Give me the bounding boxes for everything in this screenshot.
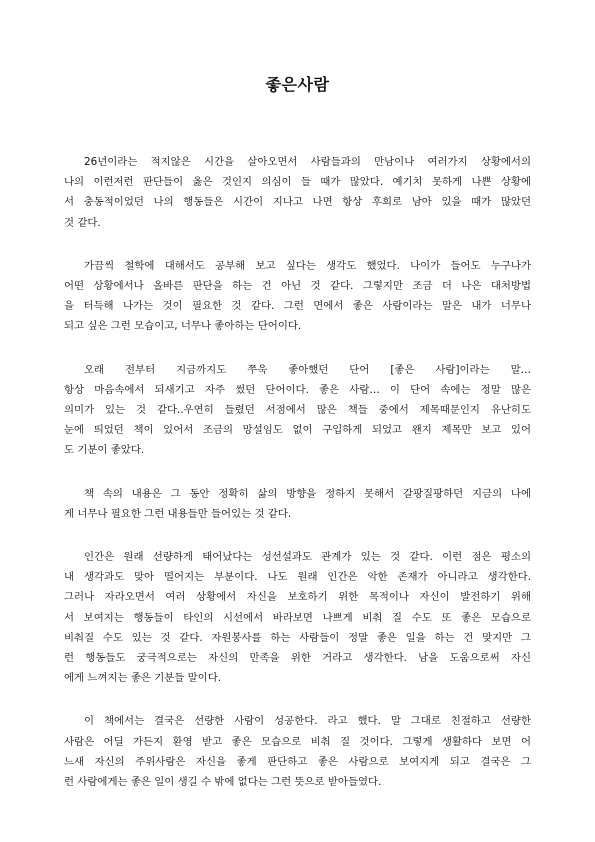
paragraph bbox=[64, 360, 531, 461]
paragraph-line: 오래 전부터 지금까지도 쭈욱 좋아했던 단어 [좋은 사람]이라는 말… bbox=[84, 363, 531, 376]
paragraph-line: 비춰질 수도 있는 것 같다. 자원봉사를 하는 사람들이 정말 좋은 일을 하는 건 맞지만 그 bbox=[64, 631, 531, 644]
paragraph-line: 에게 느껴지는 좋은 기분들 말이다. bbox=[64, 672, 222, 685]
paragraph-line: 을 터득해 나가는 것이 필요한 것 같다. 그런 면에서 좋은 사람이라는 말은 내가 너무나 bbox=[64, 300, 531, 313]
paragraph bbox=[64, 152, 531, 233]
paragraph bbox=[64, 484, 531, 524]
paragraph bbox=[64, 711, 531, 792]
paragraph-line: 그러나 자라오면서 여러 상황에서 자신을 보호하기 위한 목적이나 자신이 발전하기 위해 bbox=[64, 591, 531, 604]
paragraph-line: 서 충동적이었던 나의 행동들은 시간이 지나고 나면 항상 후회로 남아 있을 때가 많았던 bbox=[64, 196, 531, 209]
paragraph bbox=[64, 256, 531, 337]
paragraph-line: 인간은 원래 선량하게 태어났다는 성선설과도 관계가 있는 것 같다. 이런 점은 평소의 bbox=[84, 551, 531, 564]
paragraph-line: 눈에 띄었던 책이 있어서 조금의 망설임도 없이 구입하게 되었고 왠지 제목만 보고 있어 bbox=[64, 424, 531, 437]
paragraph-line: 이 책에서는 결국은 선량한 사람이 성공한다. 라고 했다. 말 그대로 친절하고 선량한 bbox=[84, 715, 531, 728]
paragraph-line: 도 기분이 좋았다. bbox=[64, 444, 145, 457]
document-title: 좋은사람 bbox=[265, 75, 330, 94]
paragraph-line: 런 행동들도 궁극적으로는 자신의 만족을 위한 거라고 생각한다. 남을 도움으로써 자신 bbox=[64, 652, 531, 665]
paragraph-line: 내 생각과도 맞아 떨어지는 부분이다. 나도 원래 인간은 악한 존재가 아니라고 생각한다. bbox=[64, 571, 531, 584]
paragraph-line: 항상 마음속에서 되새기고 자주 썼던 단어이다. 좋은 사람… 이 단어 속에는 정말 많은 bbox=[64, 383, 531, 396]
paragraph-line: 책 속의 내용은 그 동안 정확히 삶의 방향을 정하지 못해서 갈팡질팡하던 지금의 나에 bbox=[84, 487, 531, 500]
paragraph-line: 의미가 있는 것 같다..우연히 들렸던 서점에서 많은 책들 중에서 제목때문인지 유난히도 bbox=[64, 404, 531, 417]
paragraph-line: 어떤 상황에서나 올바른 판단을 하는 건 아닌 것 같다. 그렇지만 조금 더 나은 대처방법 bbox=[64, 280, 531, 293]
paragraph-line: 가끔씩 철학에 대해서도 공부해 보고 싶다는 생각도 했었다. 나이가 들어도 누구나가 bbox=[84, 259, 531, 272]
paragraph-line: 것 같다. bbox=[64, 216, 101, 229]
paragraph-line: 서 보여지는 행동들이 타인의 시선에서 바라보면 나쁘게 비춰 질 수도 또 좋은 모습으로 bbox=[64, 611, 531, 624]
paragraph-line: 되고 싶은 그런 모습이고, 너무나 좋아하는 단어이다. bbox=[64, 320, 302, 333]
paragraph-line: 나의 이런저런 판단들이 옳은 것인지 의심이 들 때가 많았다. 예기치 못하게 나쁜 상황에 bbox=[64, 176, 531, 189]
paragraph-line: 사람은 어딜 가든지 환영 받고 좋은 모습으로 비춰 질 것이다. 그렇게 생활하다 보면 어 bbox=[64, 735, 531, 748]
paragraph-line: 느새 자신의 주위사람은 자신을 좋게 판단하고 좋은 사람으로 보여지게 되고 결국은 그 bbox=[64, 755, 531, 768]
paragraph-line: 런 사람에게는 좋은 일이 생길 수 밖에 없다는 그런 뜻으로 받아들였다. bbox=[64, 776, 382, 789]
document-body bbox=[64, 152, 531, 815]
paragraph-line: 게 너무나 필요한 그런 내용들만 들어있는 것 같다. bbox=[64, 507, 292, 520]
paragraph bbox=[64, 547, 531, 688]
paragraph-line: 26년이라는 적지않은 시간을 살아오면서 사람들과의 만남이나 여러가지 상황에서의 bbox=[84, 156, 531, 168]
